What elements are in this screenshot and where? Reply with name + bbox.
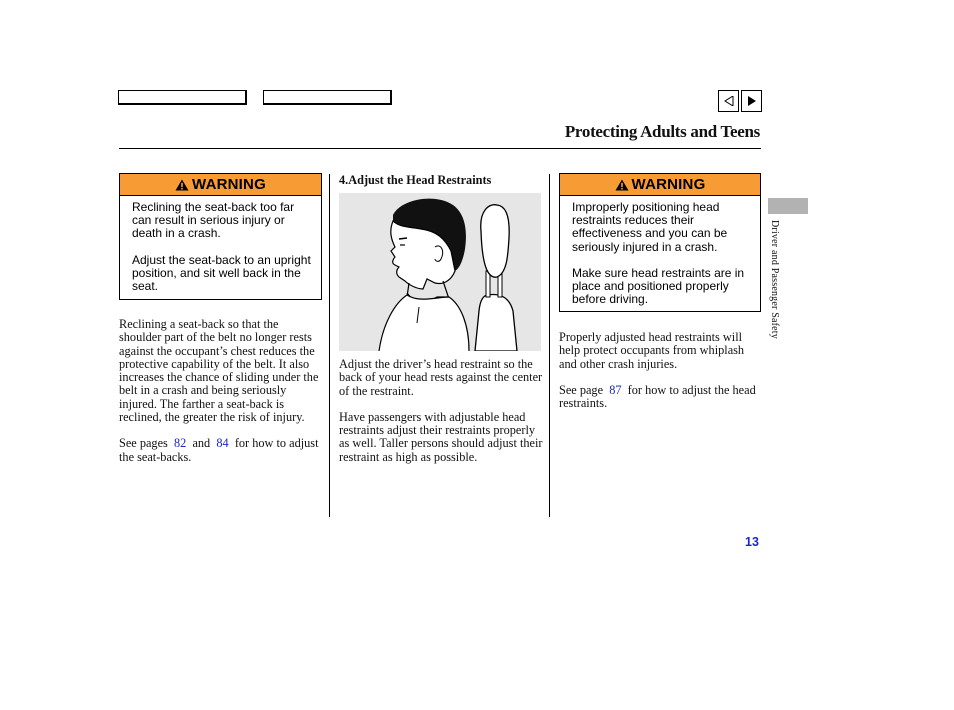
col1-paragraph-1: Reclining a seat-back so that the shoulder part of the belt no longer rests against the occupant’s chest reduces the protective capability of the belt. It also increases the chance of sliding under the belt in a crash and being seriously injured. The farther a seat-back is reclined, the greater the risk of injury. bbox=[119, 317, 319, 425]
section-tab bbox=[768, 198, 808, 214]
col1-text bbox=[119, 318, 319, 477]
warning-text-2: Make sure head restraints are in place and positioned properly before driving. bbox=[572, 265, 745, 307]
col1-see-pages: See pages 82 and 84 for how to adjust the seat-backs. bbox=[119, 436, 319, 464]
warning-text-1: Improperly positioning head restraints reduces their effectiveness and you can be seriously injured in a crash. bbox=[572, 200, 728, 254]
warning-triangle-icon bbox=[615, 179, 629, 191]
col3-paragraph-1: Properly adjusted head restraints will help protect occupants from whiplash and other crash injuries. bbox=[559, 330, 745, 371]
warning-label: WARNING bbox=[631, 176, 706, 193]
triangle-right-icon bbox=[747, 96, 757, 106]
warning-box-head-restraint bbox=[559, 173, 761, 312]
warning-header bbox=[560, 174, 760, 196]
nav-box-index[interactable] bbox=[263, 90, 392, 105]
header-rule bbox=[119, 148, 761, 149]
col3-see-page: See page 87 for how to adjust the head restraints. bbox=[559, 382, 756, 411]
column-divider-2 bbox=[549, 174, 550, 517]
warning-header bbox=[120, 174, 321, 196]
section-heading: 4.Adjust the Head Restraints bbox=[339, 173, 492, 187]
triangle-left-icon bbox=[724, 96, 734, 106]
page-link-82[interactable]: 82 bbox=[173, 436, 187, 451]
page-number: 13 bbox=[745, 535, 759, 549]
col2-paragraph-1: Adjust the driver’s head restraint so the back of your head rests against the center of the restraint. bbox=[339, 357, 543, 398]
next-page-button[interactable] bbox=[741, 90, 762, 112]
col2-paragraph-2: Have passengers with adjustable head restraints adjust their restraints properly as well. Taller persons should adjust their restraint as high as possible. bbox=[339, 409, 543, 464]
page-link-87[interactable]: 87 bbox=[609, 382, 622, 397]
page-title: Protecting Adults and Teens bbox=[564, 122, 760, 141]
warning-triangle-icon bbox=[175, 179, 189, 191]
warning-box-seatback bbox=[119, 173, 322, 300]
warning-text-2: Adjust the seat-back to an upright position, and sit well back in the seat. bbox=[132, 252, 311, 294]
page-link-84[interactable]: 84 bbox=[216, 436, 229, 451]
col2-text bbox=[339, 358, 544, 477]
nav-box-contents[interactable] bbox=[118, 90, 247, 105]
prev-page-button[interactable] bbox=[718, 90, 739, 112]
col3-text bbox=[559, 331, 759, 423]
warning-text-1: Reclining the seat-back too far can result in serious injury or death in a crash. bbox=[132, 200, 295, 241]
section-label: Driver and Passenger Safety bbox=[769, 220, 780, 339]
head-restraint-illustration bbox=[339, 193, 541, 351]
warning-label: WARNING bbox=[192, 176, 266, 193]
column-divider-1 bbox=[329, 174, 330, 517]
driver-head-restraint-image bbox=[339, 193, 541, 351]
